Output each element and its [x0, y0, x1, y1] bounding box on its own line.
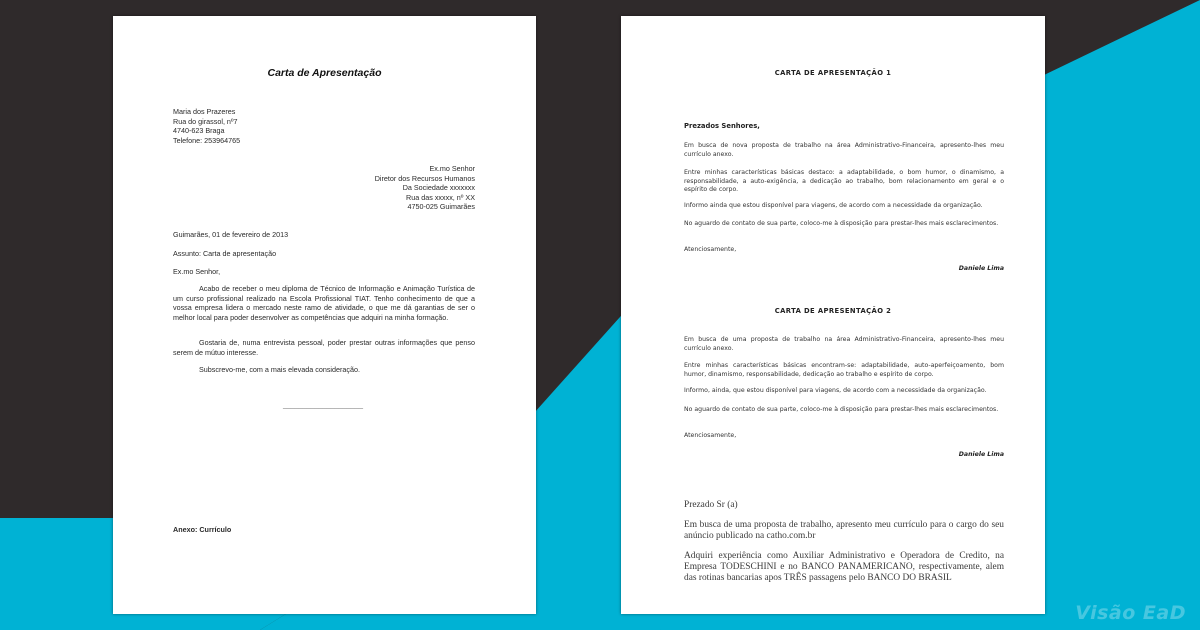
letter2-paragraph: Em busca de uma proposta de trabalho na área Administrativo-Financeira, apresento-lhes meu currículo anexo.: [684, 336, 1004, 352]
sender-postal: 4740-623 Braga: [173, 126, 225, 135]
recipient-line: 4750-025 Guimarães: [407, 202, 475, 211]
letter-page-left: [113, 16, 536, 614]
letter-annex: Anexo: Currículo: [173, 525, 232, 534]
recipient-block: [375, 164, 475, 212]
letter1-paragraph: Em busca de nova proposta de trabalho na área Administrativo-Financeira, apresento-lhes meu currículo anexo.: [684, 142, 1004, 158]
letter1-paragraph: Entre minhas características básicas destaco: a adaptabilidade, o bom humor, o dinamismo, a responsabilidade, a auto-exigência, a dedicação ao trabalho, bom relacionamento em geral e o espírito de corpo.: [684, 169, 1004, 194]
signature-line: ____________________: [283, 400, 363, 409]
letter-paragraph-2: Gostaria de, numa entrevista pessoal, poder prestar outras informações que penso serem de mútuo interesse.: [173, 338, 475, 357]
letter3-salutation: Prezado Sr (a): [684, 500, 738, 510]
letter2-paragraph: Entre minhas características básicas encontram-se: adaptabilidade, auto-aperfeiçoamento, bom humor, dinamismo, responsabilidade, dedicação ao trabalho e espírito de corpo.: [684, 362, 1004, 378]
letter1-salutation: Prezados Senhores,: [684, 122, 760, 130]
letter-date: Guimarães, 01 de fevereiro de 2013: [173, 230, 289, 239]
recipient-line: Ex.mo Senhor: [429, 164, 475, 173]
letter1-title: CARTA DE APRESENTAÇÃO 1: [774, 69, 892, 77]
brand-watermark: Visão EaD: [1075, 602, 1186, 624]
recipient-line: Rua das xxxxx, nº XX: [406, 192, 475, 202]
recipient-line: Da Sociedade xxxxxxx: [402, 183, 475, 192]
letter-subject: Assunto: Carta de apresentação: [173, 249, 277, 258]
letter3-paragraph: Adquiri experiência como Auxiliar Administrativo e Operadora de Credito, na Empresa TODESCHINI e no BANCO PANAMERICANO, respectivamente, alem das rotinas bancarias apos TRÊS passagens pelo BANCO DO BRASIL: [684, 551, 1004, 583]
letter-paragraph-1: Acabo de receber o meu diploma de Técnico de Informação e Animação Turística de um curso profissional realizado na Escola Profissional TIAT. Tenho conhecimento de que a vossa empresa lidera o mercado neste ramo de atividade, o que me dá garantias de ser o melhor local para poder desenvolver as competências que adquiri na minha formação.: [173, 284, 475, 322]
letter2-signature: Daniele Lima: [958, 451, 1004, 458]
letter2-paragraph: Informo, ainda, que estou disponível para viagens, de acordo com a necessidade da organização.: [684, 387, 987, 394]
letter1-signature: Daniele Lima: [958, 265, 1004, 272]
letter1-closing: Atenciosamente,: [684, 246, 737, 253]
letter1-paragraph: Informo ainda que estou disponível para viagens, de acordo com a necessidade da organização.: [684, 202, 983, 209]
sender-block: [173, 107, 240, 145]
letter-page-right: [621, 16, 1045, 614]
letter3-paragraph: Em busca de uma proposta de trabalho, apresento meu currículo para o cargo do seu anúncio publicado na catho.com.br: [684, 520, 1004, 541]
sender-street: Rua do girassol, nº7: [173, 116, 238, 126]
sender-phone: Telefone: 253964765: [173, 135, 241, 145]
recipient-line: Diretor dos Recursos Humanos: [374, 173, 475, 183]
sender-name: Maria dos Prazeres: [173, 107, 236, 116]
letter1-paragraph: No aguardo de contato de sua parte, coloco-me à disposição para prestar-lhes mais esclarecimentos.: [684, 220, 999, 227]
letter2-closing: Atenciosamente,: [684, 432, 737, 439]
letter-title: Carta de Apresentação: [267, 67, 382, 79]
letter2-title: CARTA DE APRESENTAÇÃO 2: [774, 307, 892, 315]
letter-closing: Subscrevo-me, com a mais elevada consideração.: [199, 365, 360, 374]
letter-salutation: Ex.mo Senhor,: [173, 267, 221, 276]
letter2-paragraph: No aguardo de contato de sua parte, coloco-me à disposição para prestar-lhes mais esclarecimentos.: [684, 406, 999, 413]
